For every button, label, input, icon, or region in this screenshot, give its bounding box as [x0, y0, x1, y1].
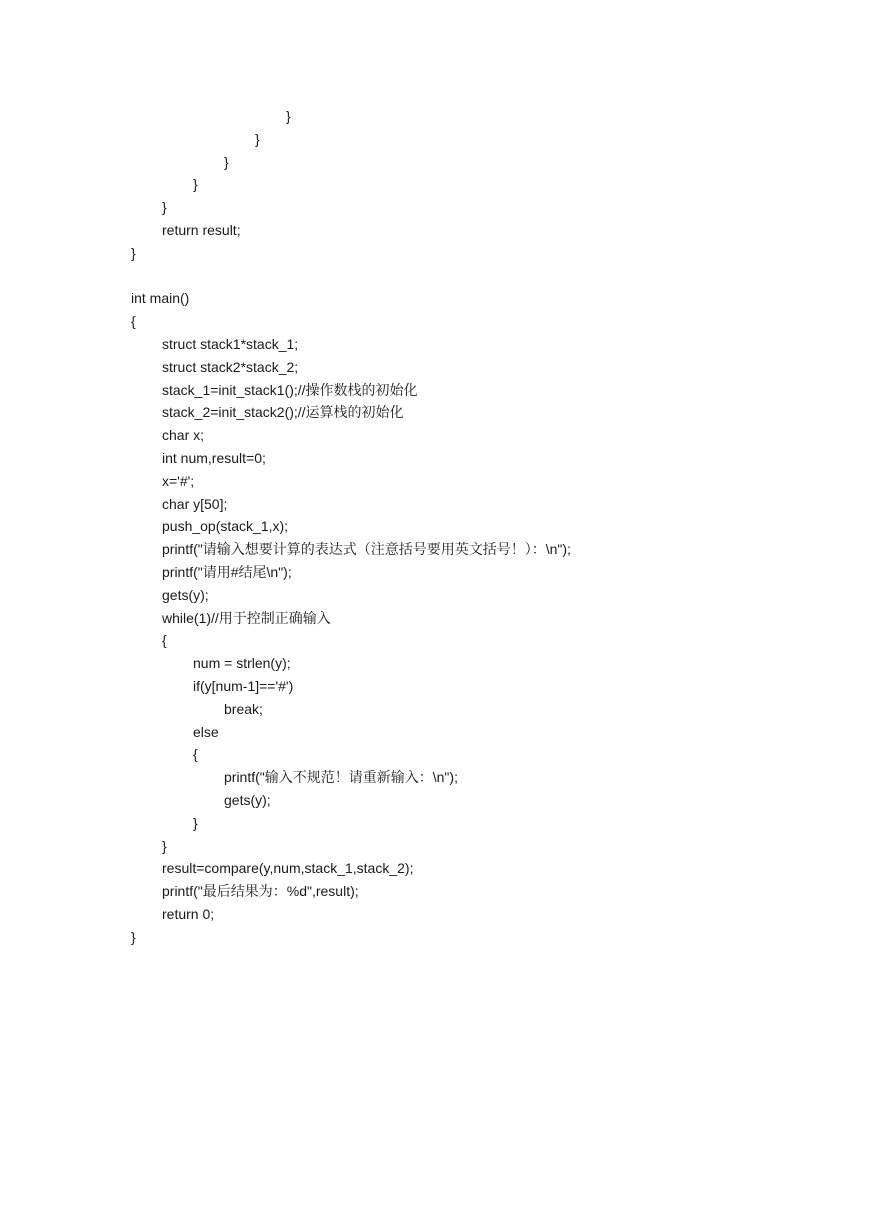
- code-line: printf("请输入想要计算的表达式（注意括号要用英文括号！）：\n");: [162, 541, 571, 558]
- code-line: break;: [224, 700, 263, 717]
- code-line: }: [224, 153, 229, 170]
- code-line: {: [193, 746, 198, 763]
- code-line: if(y[num-1]=='#'): [193, 678, 294, 694]
- code-line: push_op(stack_1,x);: [162, 518, 289, 535]
- code-line: }: [255, 130, 260, 147]
- code-line: int num,result=0;: [162, 450, 266, 466]
- code-line: char y[50];: [162, 495, 228, 512]
- code-line: result=compare(y,num,stack_1,stack_2);: [162, 860, 414, 877]
- code-line: while(1)//用于控制正确输入: [162, 609, 331, 626]
- code-line: {: [131, 313, 136, 330]
- code-line: gets(y);: [224, 792, 271, 808]
- code-line: }: [286, 108, 291, 124]
- code-line: x='#';: [162, 472, 195, 489]
- code-line: }: [131, 244, 136, 261]
- code-line: int main(): [131, 290, 190, 307]
- code-line: }: [162, 837, 167, 854]
- code-line: struct stack1*stack_1;: [162, 336, 299, 352]
- code-line: num = strlen(y);: [193, 655, 291, 672]
- code-line: printf("最后结果为：%d",result);: [162, 883, 359, 900]
- code-line: stack_2=init_stack2();//运算栈的初始化: [162, 404, 404, 421]
- code-line: }: [193, 814, 198, 831]
- code-line: printf("请用#结尾\n");: [162, 564, 292, 580]
- code-line: }: [131, 928, 136, 945]
- code-line: stack_1=init_stack1();//操作数栈的初始化: [162, 381, 418, 398]
- code-line: return 0;: [162, 906, 215, 922]
- code-line: printf("输入不规范！请重新输入：\n");: [224, 769, 458, 786]
- code-line: struct stack2*stack_2;: [162, 358, 299, 375]
- code-line: char x;: [162, 427, 205, 444]
- code-line: gets(y);: [162, 586, 209, 603]
- code-line: }: [193, 176, 198, 193]
- code-line: return result;: [162, 222, 241, 238]
- code-line: }: [162, 199, 167, 216]
- code-line: else: [193, 723, 219, 740]
- code-line: {: [162, 632, 167, 649]
